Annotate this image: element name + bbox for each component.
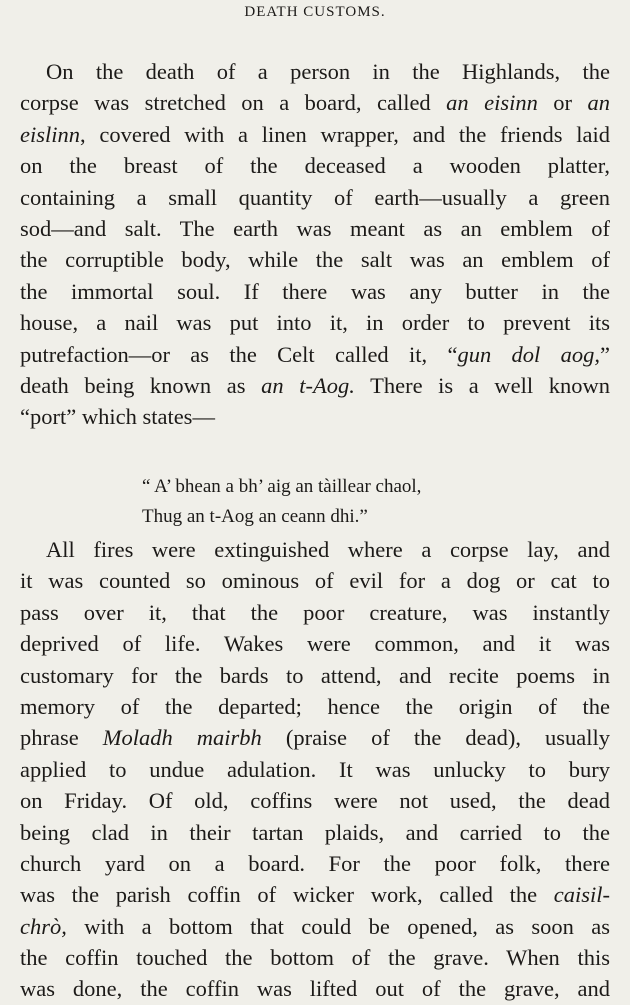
text-segment: was done, the coffin was lifted out of the grave, and	[20, 976, 610, 1002]
text-segment: pass over it, that the poor creature, was instantly	[20, 599, 610, 625]
text-segment: memory of the departed; hence the origin of the	[20, 693, 610, 719]
italic-text: gun dol aog,	[457, 341, 600, 367]
text-segment: on Friday. Of old, coffins were not used, the dead	[20, 788, 610, 814]
text-line	[20, 182, 610, 213]
italic-text: an eisinn	[446, 90, 538, 116]
text-line	[20, 785, 610, 816]
text-line	[20, 534, 610, 565]
italic-text: Moladh mairbh	[102, 725, 262, 751]
italic-text: an	[587, 90, 610, 116]
paragraph-2	[20, 534, 610, 1005]
verse-quote	[142, 472, 421, 532]
text-segment: All fires were extinguished where a corpse lay, and	[46, 537, 610, 562]
text-segment: it was counted so ominous of evil for a dog or cat to	[20, 568, 610, 594]
text-segment: phrase	[20, 725, 103, 751]
text-segment: the corruptible body, while the salt was an emblem of	[20, 247, 610, 273]
italic-text: chrò,	[20, 913, 67, 939]
text-segment: On the death of a person in the Highlands, the	[46, 59, 610, 84]
text-line	[20, 370, 610, 401]
text-segment: the coffin touched the bottom of the grave. When this	[20, 945, 610, 971]
text-line	[20, 628, 610, 659]
text-segment: corpse was stretched on a board, called	[20, 90, 447, 116]
italic-text: an t-Aog.	[261, 372, 355, 398]
text-segment: with a bottom that could be opened, as soon as	[66, 913, 610, 939]
text-segment: was the parish coffin of wicker work, called the	[20, 882, 554, 908]
italic-text: eislinn	[20, 121, 80, 147]
text-line	[20, 565, 610, 596]
text-segment: applied to undue adulation. It was unlucky to bury	[20, 756, 610, 782]
text-line	[20, 942, 610, 973]
text-segment: house, a nail was put into it, in order to prevent its	[20, 310, 610, 336]
text-segment: death being known as	[20, 372, 262, 398]
text-segment: sod—and salt. The earth was meant as an emblem of	[20, 215, 610, 241]
text-segment: (praise of the dead), usually	[261, 725, 610, 751]
text-line	[20, 911, 610, 942]
running-title: DEATH CUSTOMS.	[244, 4, 386, 20]
text-line	[20, 817, 610, 848]
text-segment: on the breast of the deceased a wooden platter,	[20, 153, 610, 179]
text-segment: church yard on a board. For the poor folk, there	[20, 850, 610, 876]
text-line	[20, 150, 610, 181]
text-line	[20, 879, 610, 910]
text-line	[20, 87, 610, 118]
text-line	[20, 848, 610, 879]
text-segment: ”	[599, 341, 610, 367]
paragraph-1	[20, 56, 610, 433]
text-line	[20, 973, 610, 1004]
text-line	[20, 56, 610, 87]
text-line	[20, 691, 610, 722]
verse-line: Thug an t-Aog an ceann dhi.”	[142, 506, 368, 527]
text-segment: deprived of life. Wakes were common, and it was	[20, 631, 610, 657]
text-line	[20, 213, 610, 244]
text-segment: putrefaction—or as the Celt called it, “	[20, 341, 458, 367]
text-line	[20, 722, 610, 753]
text-line	[20, 754, 610, 785]
text-line	[20, 597, 610, 628]
text-line	[20, 276, 610, 307]
text-line	[20, 660, 610, 691]
italic-text: caisil-	[553, 882, 610, 908]
text-line	[20, 307, 610, 338]
text-segment: being clad in their tartan plaids, and carried to the	[20, 819, 610, 845]
text-segment: or	[537, 90, 588, 116]
text-segment: containing a small quantity of earth—usually a green	[20, 184, 610, 210]
text-segment: customary for the bards to attend, and recite poems in	[20, 662, 610, 688]
text-line	[20, 339, 610, 370]
text-line	[20, 244, 610, 275]
text-segment: There is a well known	[354, 372, 610, 398]
text-segment: the immortal soul. If there was any butter in the	[20, 278, 610, 304]
text-line	[20, 401, 610, 432]
text-segment: , covered with a linen wrapper, and the friends laid	[80, 121, 610, 147]
text-line	[20, 119, 610, 150]
verse-line: “ A’ bhean a bh’ aig an tàillear chaol,	[142, 476, 422, 497]
text-segment: “port” which states—	[20, 404, 215, 430]
